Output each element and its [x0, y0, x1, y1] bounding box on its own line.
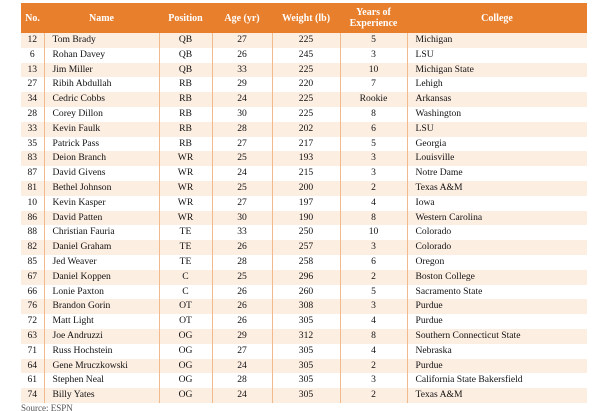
cell-age: 27	[212, 196, 272, 211]
cell-experience: 4	[340, 344, 407, 359]
cell-position: OG	[159, 359, 212, 374]
header-college: College	[407, 3, 587, 33]
cell-name: Kevin Faulk	[44, 122, 159, 137]
cell-name: Billy Yates	[44, 388, 159, 403]
table-row	[21, 344, 587, 359]
cell-position: TE	[159, 225, 212, 240]
cell-no: 61	[21, 373, 44, 388]
cell-age: 30	[212, 211, 272, 226]
cell-position: OG	[159, 373, 212, 388]
cell-experience: 3	[340, 373, 407, 388]
cell-name: Gene Mruczkowski	[44, 359, 159, 374]
cell-position: QB	[159, 48, 212, 63]
cell-name: David Patten	[44, 211, 159, 226]
cell-experience: 8	[340, 329, 407, 344]
cell-experience: 5	[340, 285, 407, 300]
cell-name: Rohan Davey	[44, 48, 159, 63]
cell-position: OT	[159, 314, 212, 329]
cell-college: Notre Dame	[407, 166, 587, 181]
cell-name: Ribih Abdullah	[44, 77, 159, 92]
cell-name: Jed Weaver	[44, 255, 159, 270]
table-row	[21, 373, 587, 388]
table-row	[21, 211, 587, 226]
table-row	[21, 122, 587, 137]
cell-experience: 3	[340, 48, 407, 63]
cell-weight: 225	[272, 92, 340, 107]
cell-name: Christian Fauria	[44, 225, 159, 240]
header-experience-line2: Experience	[349, 18, 398, 29]
cell-age: 24	[212, 388, 272, 403]
cell-name: Lonie Paxton	[44, 285, 159, 300]
cell-college: Washington	[407, 107, 587, 122]
table-row	[21, 270, 587, 285]
cell-experience: 4	[340, 314, 407, 329]
cell-college: LSU	[407, 122, 587, 137]
cell-no: 33	[21, 122, 44, 137]
cell-age: 33	[212, 225, 272, 240]
cell-age: 26	[212, 285, 272, 300]
cell-no: 87	[21, 166, 44, 181]
cell-experience: 8	[340, 211, 407, 226]
source-footnote: Source: ESPN	[21, 404, 73, 411]
cell-college: Colorado	[407, 240, 587, 255]
cell-college: California State Bakersfield	[407, 373, 587, 388]
cell-name: Jim Miller	[44, 63, 159, 78]
cell-age: 24	[212, 92, 272, 107]
cell-weight: 197	[272, 196, 340, 211]
cell-position: TE	[159, 240, 212, 255]
cell-no: 86	[21, 211, 44, 226]
cell-no: 88	[21, 225, 44, 240]
cell-no: 72	[21, 314, 44, 329]
cell-position: WR	[159, 181, 212, 196]
cell-weight: 200	[272, 181, 340, 196]
cell-age: 28	[212, 122, 272, 137]
table-row	[21, 240, 587, 255]
cell-position: OG	[159, 344, 212, 359]
roster-table	[21, 3, 587, 403]
cell-no: 10	[21, 196, 44, 211]
cell-college: Lehigh	[407, 77, 587, 92]
cell-no: 35	[21, 137, 44, 152]
cell-college: Sacramento State	[407, 285, 587, 300]
cell-weight: 305	[272, 359, 340, 374]
cell-no: 82	[21, 240, 44, 255]
cell-position: C	[159, 285, 212, 300]
cell-no: 83	[21, 151, 44, 166]
cell-position: WR	[159, 196, 212, 211]
cell-college: Michigan State	[407, 63, 587, 78]
cell-age: 29	[212, 329, 272, 344]
header-age: Age (yr)	[212, 3, 272, 33]
cell-no: 66	[21, 285, 44, 300]
table-row	[21, 388, 587, 403]
table-row	[21, 196, 587, 211]
header-weight: Weight (lb)	[272, 3, 340, 33]
cell-experience: 3	[340, 151, 407, 166]
cell-no: 81	[21, 181, 44, 196]
cell-name: Cedric Cobbs	[44, 92, 159, 107]
cell-experience: 4	[340, 196, 407, 211]
cell-no: 28	[21, 107, 44, 122]
table-row	[21, 359, 587, 374]
cell-college: Arkansas	[407, 92, 587, 107]
cell-age: 27	[212, 344, 272, 359]
cell-age: 28	[212, 255, 272, 270]
cell-college: Boston College	[407, 270, 587, 285]
table-row	[21, 329, 587, 344]
cell-weight: 225	[272, 33, 340, 48]
cell-name: David Givens	[44, 166, 159, 181]
cell-experience: 10	[340, 225, 407, 240]
cell-no: 12	[21, 33, 44, 48]
cell-weight: 220	[272, 77, 340, 92]
cell-position: WR	[159, 151, 212, 166]
table-row	[21, 48, 587, 63]
cell-experience: 7	[340, 77, 407, 92]
header-no: No.	[21, 3, 44, 33]
table-row	[21, 285, 587, 300]
cell-experience: 8	[340, 107, 407, 122]
table-row	[21, 33, 587, 48]
cell-position: QB	[159, 33, 212, 48]
cell-name: Stephen Neal	[44, 373, 159, 388]
cell-experience: 2	[340, 359, 407, 374]
cell-age: 25	[212, 151, 272, 166]
table-row	[21, 151, 587, 166]
cell-name: Russ Hochstein	[44, 344, 159, 359]
cell-name: Bethel Johnson	[44, 181, 159, 196]
cell-experience: 6	[340, 255, 407, 270]
cell-name: Daniel Koppen	[44, 270, 159, 285]
table-row	[21, 314, 587, 329]
cell-weight: 296	[272, 270, 340, 285]
cell-position: WR	[159, 166, 212, 181]
cell-college: Oregon	[407, 255, 587, 270]
cell-weight: 305	[272, 388, 340, 403]
cell-name: Corey Dillon	[44, 107, 159, 122]
cell-position: RB	[159, 137, 212, 152]
cell-college: Georgia	[407, 137, 587, 152]
cell-name: Kevin Kasper	[44, 196, 159, 211]
cell-weight: 305	[272, 314, 340, 329]
cell-position: RB	[159, 122, 212, 137]
table-row	[21, 181, 587, 196]
cell-position: WR	[159, 211, 212, 226]
cell-no: 13	[21, 63, 44, 78]
cell-experience: 3	[340, 166, 407, 181]
cell-position: OG	[159, 329, 212, 344]
cell-no: 64	[21, 359, 44, 374]
cell-college: Purdue	[407, 299, 587, 314]
cell-weight: 225	[272, 63, 340, 78]
cell-weight: 257	[272, 240, 340, 255]
cell-no: 85	[21, 255, 44, 270]
table-row	[21, 63, 587, 78]
cell-college: Louisville	[407, 151, 587, 166]
table-row	[21, 255, 587, 270]
cell-age: 28	[212, 373, 272, 388]
header-experience-line1: Years of	[356, 7, 391, 18]
cell-age: 24	[212, 359, 272, 374]
cell-experience: 2	[340, 270, 407, 285]
cell-college: Texas A&M	[407, 181, 587, 196]
cell-weight: 250	[272, 225, 340, 240]
cell-experience: 5	[340, 33, 407, 48]
cell-weight: 312	[272, 329, 340, 344]
table-row	[21, 77, 587, 92]
cell-name: Joe Andruzzi	[44, 329, 159, 344]
cell-position: RB	[159, 107, 212, 122]
cell-weight: 308	[272, 299, 340, 314]
cell-college: Michigan	[407, 33, 587, 48]
cell-age: 33	[212, 63, 272, 78]
cell-no: 6	[21, 48, 44, 63]
cell-college: Colorado	[407, 225, 587, 240]
cell-college: Southern Connecticut State	[407, 329, 587, 344]
table-body	[21, 33, 587, 403]
cell-college: Nebraska	[407, 344, 587, 359]
header-name: Name	[44, 3, 159, 33]
cell-no: 71	[21, 344, 44, 359]
cell-experience: Rookie	[340, 92, 407, 107]
table-row	[21, 225, 587, 240]
cell-no: 63	[21, 329, 44, 344]
cell-age: 27	[212, 33, 272, 48]
cell-college: Purdue	[407, 314, 587, 329]
table-row	[21, 137, 587, 152]
cell-age: 27	[212, 137, 272, 152]
cell-name: Deion Branch	[44, 151, 159, 166]
cell-weight: 305	[272, 344, 340, 359]
cell-weight: 190	[272, 211, 340, 226]
cell-no: 27	[21, 77, 44, 92]
cell-experience: 6	[340, 122, 407, 137]
cell-age: 25	[212, 181, 272, 196]
cell-age: 26	[212, 48, 272, 63]
cell-college: Texas A&M	[407, 388, 587, 403]
cell-college: Purdue	[407, 359, 587, 374]
cell-age: 24	[212, 166, 272, 181]
cell-experience: 10	[340, 63, 407, 78]
table-header	[21, 3, 587, 33]
cell-age: 26	[212, 299, 272, 314]
cell-college: Western Carolina	[407, 211, 587, 226]
cell-experience: 2	[340, 181, 407, 196]
cell-experience: 3	[340, 299, 407, 314]
cell-weight: 245	[272, 48, 340, 63]
cell-name: Tom Brady	[44, 33, 159, 48]
cell-name: Matt Light	[44, 314, 159, 329]
cell-weight: 258	[272, 255, 340, 270]
cell-age: 29	[212, 77, 272, 92]
cell-age: 26	[212, 240, 272, 255]
cell-no: 34	[21, 92, 44, 107]
cell-experience: 2	[340, 388, 407, 403]
cell-name: Brandon Gorin	[44, 299, 159, 314]
cell-weight: 193	[272, 151, 340, 166]
cell-weight: 202	[272, 122, 340, 137]
table-row	[21, 92, 587, 107]
cell-experience: 3	[340, 240, 407, 255]
cell-name: Daniel Graham	[44, 240, 159, 255]
cell-position: RB	[159, 92, 212, 107]
cell-experience: 5	[340, 137, 407, 152]
cell-position: OG	[159, 388, 212, 403]
cell-position: OT	[159, 299, 212, 314]
cell-weight: 260	[272, 285, 340, 300]
cell-weight: 215	[272, 166, 340, 181]
table-row	[21, 299, 587, 314]
header-position: Position	[159, 3, 212, 33]
cell-no: 74	[21, 388, 44, 403]
cell-age: 26	[212, 314, 272, 329]
header-experience	[340, 3, 407, 33]
cell-position: RB	[159, 77, 212, 92]
cell-position: C	[159, 270, 212, 285]
cell-college: Iowa	[407, 196, 587, 211]
table-row	[21, 166, 587, 181]
cell-weight: 305	[272, 373, 340, 388]
cell-name: Patrick Pass	[44, 137, 159, 152]
cell-weight: 225	[272, 107, 340, 122]
cell-no: 76	[21, 299, 44, 314]
cell-position: QB	[159, 63, 212, 78]
table-row	[21, 107, 587, 122]
cell-college: LSU	[407, 48, 587, 63]
cell-age: 30	[212, 107, 272, 122]
cell-no: 67	[21, 270, 44, 285]
cell-position: TE	[159, 255, 212, 270]
cell-age: 25	[212, 270, 272, 285]
cell-weight: 217	[272, 137, 340, 152]
